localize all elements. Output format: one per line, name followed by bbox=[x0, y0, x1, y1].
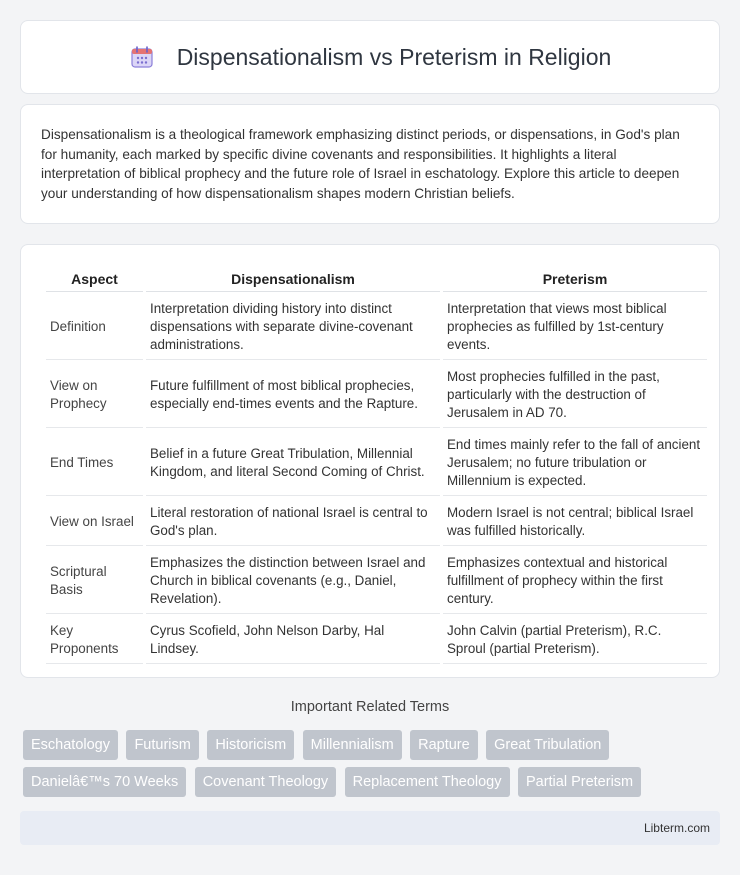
intro-card bbox=[20, 104, 720, 224]
row-dispensationalism: Emphasizes the distinction between Israel and Church in biblical covenants (e.g., Daniel, Revelation). bbox=[146, 548, 440, 614]
row-preterism: Interpretation that views most biblical prophecies as fulfilled by 1st-century events. bbox=[443, 294, 707, 360]
row-preterism: Modern Israel is not central; biblical Israel was fulfilled historically. bbox=[443, 498, 707, 546]
tag-great-tribulation[interactable]: Great Tribulation bbox=[486, 730, 609, 760]
footer bbox=[20, 811, 720, 845]
related-terms-title: Important Related Terms bbox=[290, 699, 450, 715]
related-terms-list bbox=[23, 730, 723, 804]
table-row bbox=[46, 498, 707, 546]
tag-partial-preterism[interactable]: Partial Preterism bbox=[518, 767, 641, 797]
row-dispensationalism: Belief in a future Great Tribulation, Millennial Kingdom, and literal Second Coming of Christ. bbox=[146, 430, 440, 496]
row-dispensationalism: Future fulfillment of most biblical prophecies, especially end-times events and the Rapture. bbox=[146, 362, 440, 428]
row-aspect: View on Israel bbox=[46, 498, 143, 546]
calendar-icon bbox=[129, 44, 155, 70]
row-aspect: End Times bbox=[46, 430, 143, 496]
tag-historicism[interactable]: Historicism bbox=[207, 730, 294, 760]
row-dispensationalism: Cyrus Scofield, John Nelson Darby, Hal Lindsey. bbox=[146, 616, 440, 664]
comparison-card bbox=[20, 244, 720, 678]
tag-daniels-70-weeks[interactable]: Danielâ€™s 70 Weeks bbox=[23, 767, 186, 797]
tag-eschatology[interactable]: Eschatology bbox=[23, 730, 118, 760]
tag-futurism[interactable]: Futurism bbox=[126, 730, 198, 760]
intro-text: Dispensationalism is a theological framework emphasizing distinct periods, or dispensations, in God's plan for humanity, each marked by specific divine covenants and responsibilities. It highlights a literal interpretation of biblical prophecy and the future role of Israel in eschatology. Explore this article to deepen your understanding of how dispensationalism shapes modern Christian beliefs. bbox=[41, 127, 680, 201]
tag-covenant-theology[interactable]: Covenant Theology bbox=[195, 767, 337, 797]
column-header-preterism: Preterism bbox=[443, 265, 707, 292]
table-row bbox=[46, 548, 707, 614]
row-aspect: View on Prophecy bbox=[46, 362, 143, 428]
row-aspect: Definition bbox=[46, 294, 143, 360]
column-header-aspect: Aspect bbox=[46, 265, 143, 292]
row-preterism: Emphasizes contextual and historical fulfillment of prophecy within the first century. bbox=[443, 548, 707, 614]
tag-replacement-theology[interactable]: Replacement Theology bbox=[345, 767, 510, 797]
table-row bbox=[46, 362, 707, 428]
row-dispensationalism: Interpretation dividing history into distinct dispensations with separate divine-covenant administrations. bbox=[146, 294, 440, 360]
tag-millennialism[interactable]: Millennialism bbox=[303, 730, 402, 760]
column-header-dispensationalism: Dispensationalism bbox=[146, 265, 440, 292]
row-aspect: Key Proponents bbox=[46, 616, 143, 664]
row-aspect: Scriptural Basis bbox=[46, 548, 143, 614]
table-row bbox=[46, 616, 707, 664]
table-header-row bbox=[46, 265, 707, 292]
comparison-table bbox=[43, 263, 710, 666]
row-preterism: Most prophecies fulfilled in the past, particularly with the destruction of Jerusalem in AD 70. bbox=[443, 362, 707, 428]
header-card bbox=[20, 20, 720, 94]
table-row bbox=[46, 430, 707, 496]
tag-rapture[interactable]: Rapture bbox=[410, 730, 478, 760]
page-title: Dispensationalism vs Preterism in Religion bbox=[176, 43, 612, 70]
row-preterism: End times mainly refer to the fall of ancient Jerusalem; no future tribulation or Millennium is expected. bbox=[443, 430, 707, 496]
row-preterism: John Calvin (partial Preterism), R.C. Sproul (partial Preterism). bbox=[443, 616, 707, 664]
footer-site-link[interactable]: Libterm.com bbox=[643, 821, 710, 835]
row-dispensationalism: Literal restoration of national Israel is central to God's plan. bbox=[146, 498, 440, 546]
table-row bbox=[46, 294, 707, 360]
